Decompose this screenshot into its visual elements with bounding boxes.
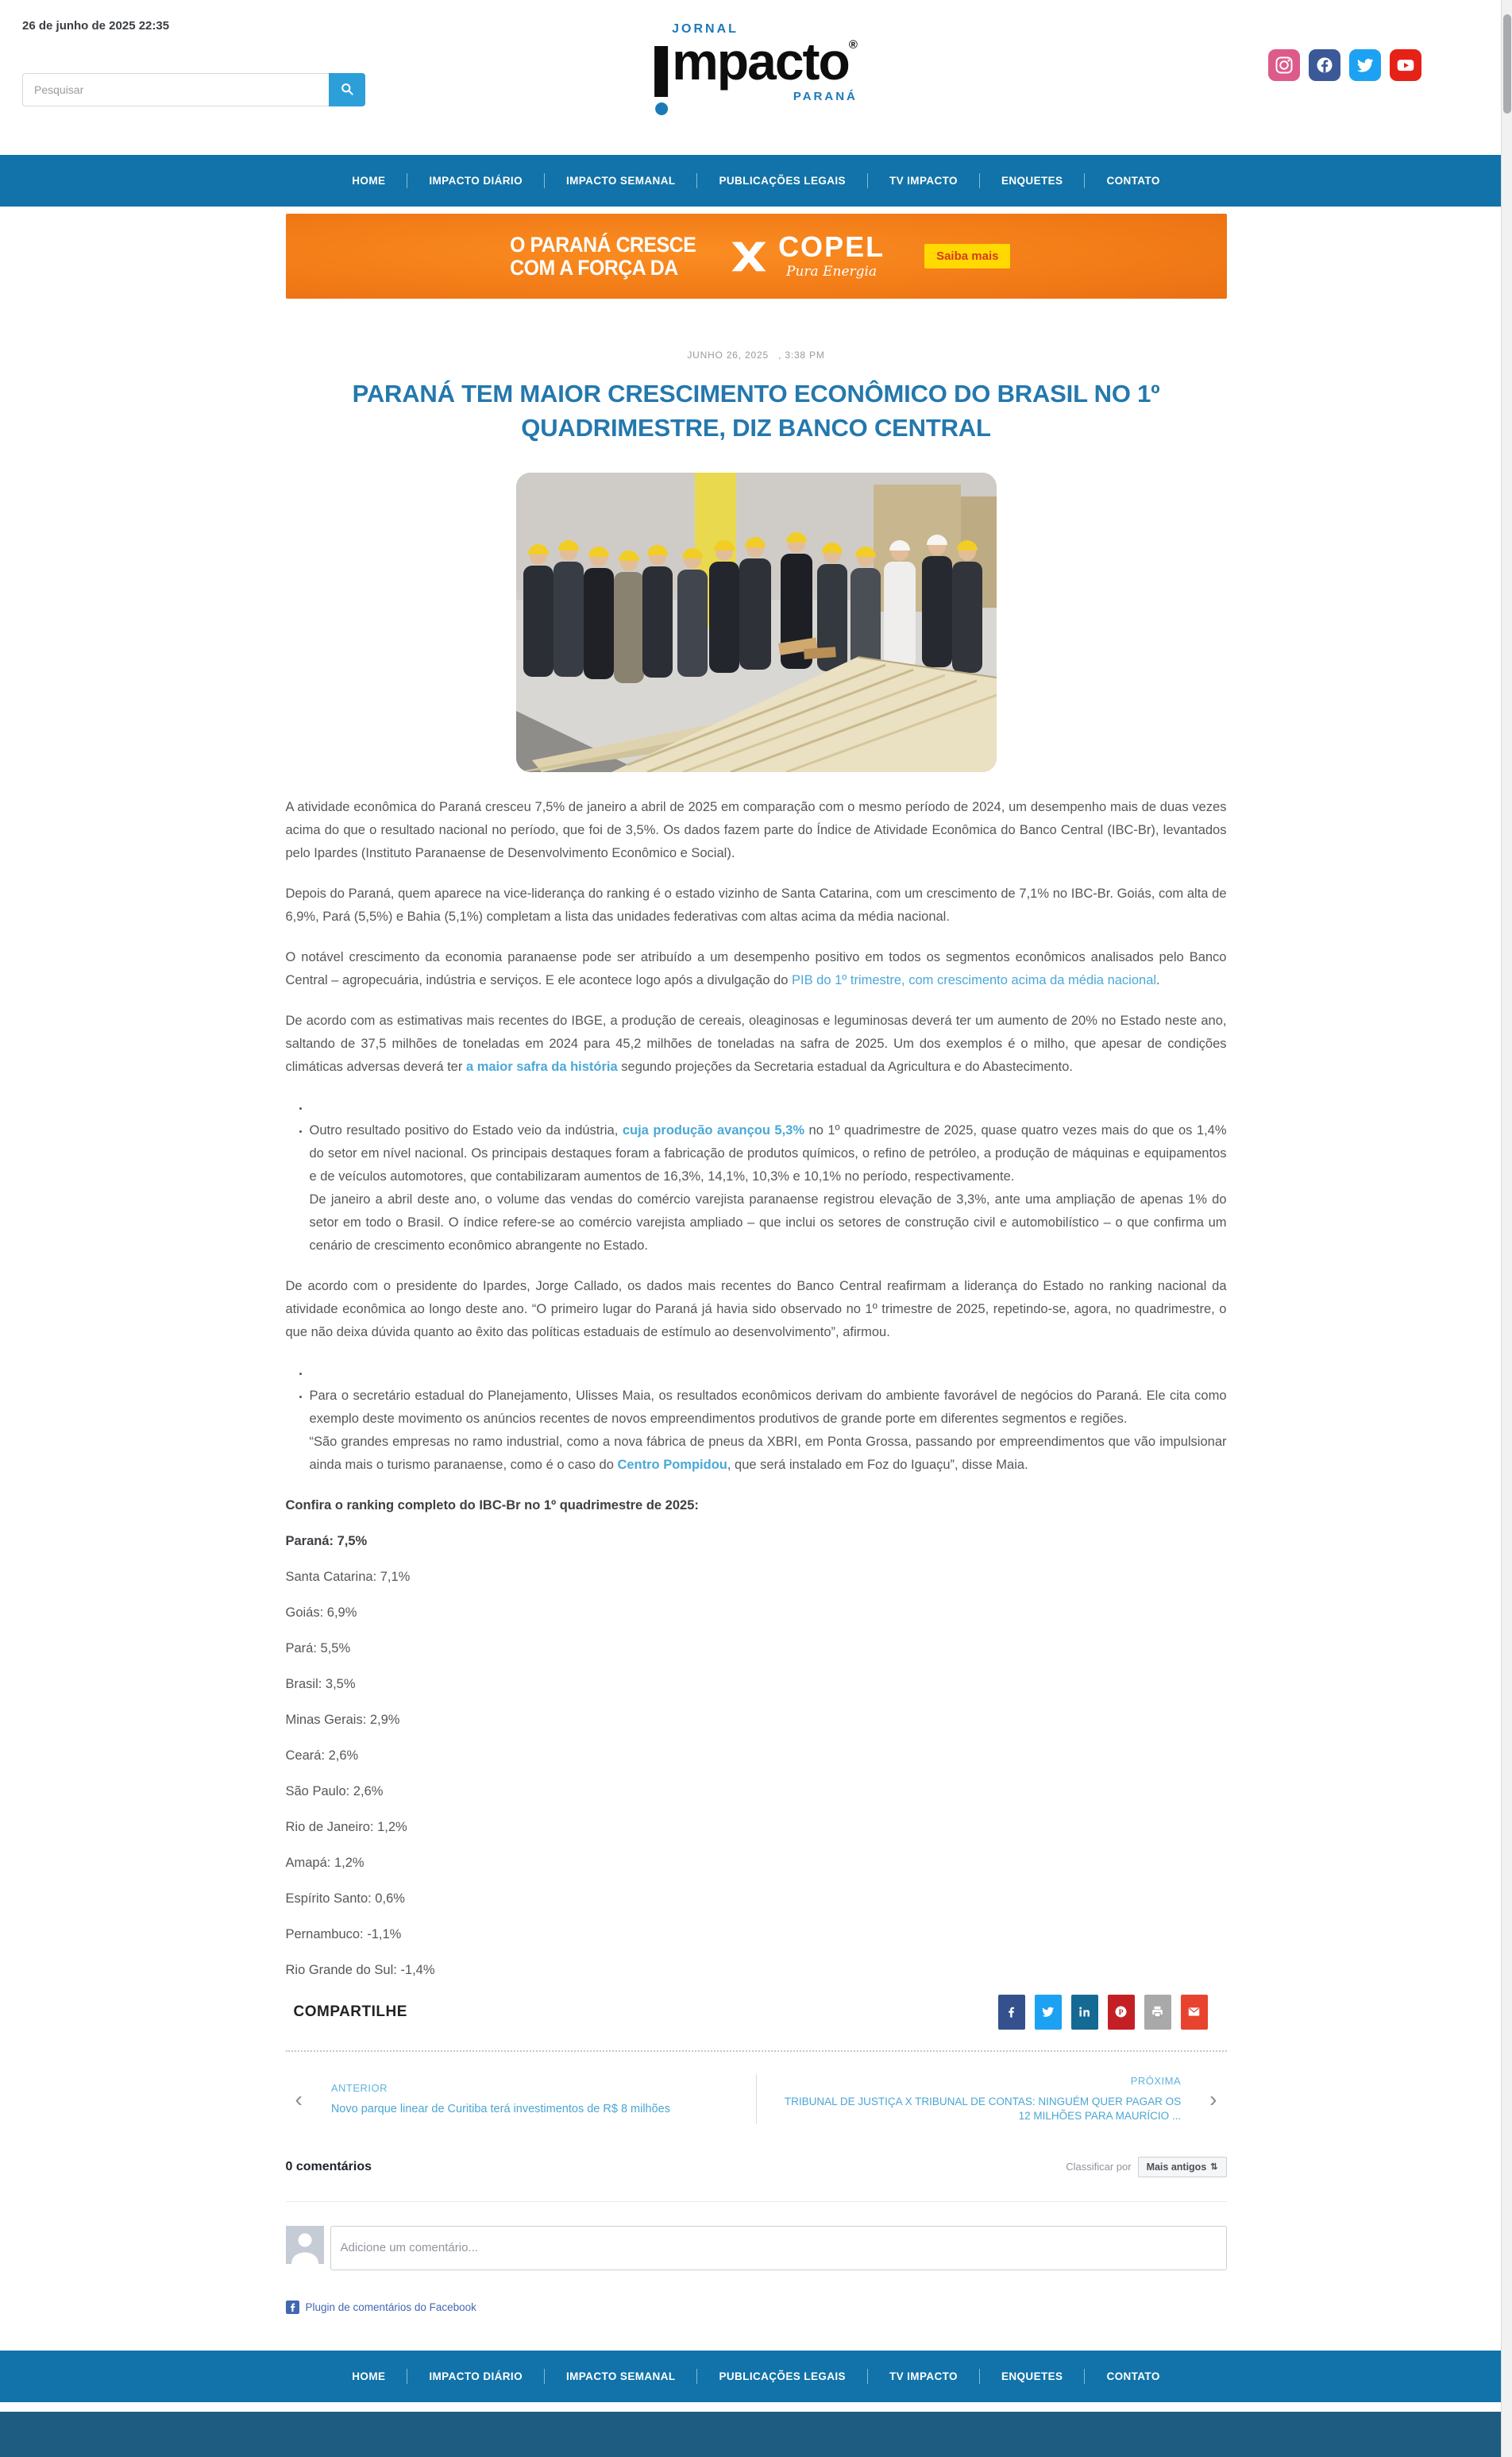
article-list [286,1096,1227,1257]
facebook-icon[interactable] [1309,49,1340,81]
nav-item-impacto-semanal[interactable]: IMPACTO SEMANAL [565,175,676,187]
nav-item-impacto-diario[interactable]: IMPACTO DIÁRIO [429,175,523,187]
sort-by-label: Classificar por [1066,2161,1132,2173]
article-text: Depois do Paraná, quem aparece na vice-liderança do ranking é o estado vizinho de Santa Catarina, com um crescimento de 7,1% no IBC-Br. Goiás, com alta de 6,9%, Pará (5,5%) e Bahia (5,1%) completam a lista das unidades federativas com altas acima da média nacional. [285,886,1227,924]
copel-tagline: Pura Energia [786,264,878,280]
article-body [286,796,1227,1477]
ranking-list [286,1530,1227,1982]
nav-item-home[interactable]: HOME [352,175,386,187]
article-text: , que será instalado em Foz do Iguaçu”, disse Maia. [727,1457,1028,1472]
article-list [286,1362,1227,1477]
article-text: segundo projeções da Secretaria estadual da Agricultura e do Abastecimento. [617,1059,1073,1074]
share-section [286,1995,1227,2030]
comments-count: 0 comentários [285,2159,372,2173]
logo-name: mpacto [672,32,849,91]
post-navigation [286,2063,1227,2136]
avatar [286,2226,324,2264]
article-list-item [310,1096,1227,1119]
nav-item-enquetes[interactable]: ENQUETES [1001,175,1063,187]
share-facebook-button[interactable] [998,1995,1025,2030]
comment-input[interactable] [330,2226,1227,2270]
share-label: COMPARTILHE [293,2003,407,2020]
svg-text:P: P [1118,2009,1124,2018]
ranking-item: Paraná: 7,5% [285,1533,368,1548]
nav-item-contato[interactable]: CONTATO [1106,2370,1160,2382]
article [286,350,1227,2314]
next-post[interactable] [757,2067,1201,2131]
copel-ad-banner[interactable] [286,214,1227,299]
social-links [1268,49,1421,81]
sort-arrows-icon: ⇅ [1210,2162,1218,2173]
prev-label: ANTERIOR [330,2082,388,2095]
comments-divider [286,2201,1227,2202]
article-list-item [310,1385,1227,1477]
article-text: De acordo com as estimativas mais recentes do IBGE, a produção de cereais, oleaginosas e leguminosas deverá ter um aumento de 20% no Estado neste ano, saltando de 37,5 milhões de toneladas em 2024 para 45,2 milhões de toneladas na safra de 2025. Um dos exemplos é o milho, que apesar de condições climáticas adversas deverá ter [285,1013,1227,1074]
logo-i-glyph [654,46,668,115]
article-paragraph [286,1275,1227,1344]
nav-item-publicacoes-legais[interactable]: PUBLICAÇÕES LEGAIS [719,175,846,187]
article-inline-link[interactable]: a maior safra da história [465,1059,618,1074]
search-bar [22,73,365,106]
share-twitter-button[interactable] [1035,1995,1062,2030]
article-text: Para o secretário estadual do Planejamento, Ulisses Maia, os resultados econômicos derivam do ambiente favorável de negócios do Paraná. Ele cita como exemplo deste movimento os anúncios recentes de novos empreendimentos produtivos de grande porte em diferentes segmentos e regiões. [309,1388,1227,1426]
main-navigation [0,155,1512,207]
ranking-item: São Paulo: 2,6% [285,1783,384,1798]
site-logo[interactable] [654,22,858,115]
article-meta [286,350,1227,361]
ranking-item: Santa Catarina: 7,1% [285,1569,411,1584]
nav-item-tv-impacto[interactable]: TV IMPACTO [889,2370,958,2382]
article-text: De acordo com o presidente do Ipardes, Jorge Callado, os dados mais recentes do Banco Central reafirmam a liderança do Estado no ranking nacional da atividade econômica ao longo deste ano. “O primeiro lugar do Paraná já havia sido observado no 1º trimestre de 2025, repetindo-se, agora, no quadrimestre, o que não deixa dúvida quanto ao êxito das políticas estaduais de estímulo ao desenvolvimento”, afirmou. [285,1278,1227,1339]
article-text: Outro resultado positivo do Estado veio da indústria, [309,1122,623,1138]
article-list-item [310,1119,1227,1257]
article-text: A atividade econômica do Paraná cresceu 7,5% de janeiro a abril de 2025 em comparação com o mesmo período de 2024, um desempenho mais de duas vezes acima do que o resultado nacional no período, que foi de 3,5%. Os dados fazem parte do Índice de Atividade Econômica do Banco Central (IBC-Br), levantados pelo Ipardes (Instituto Paranaense de Desenvolvimento Econômico e Social). [285,799,1227,860]
footer-nav-menu [330,2369,1181,2384]
article-date: JUNHO 26, 2025 [687,350,769,361]
nav-item-impacto-semanal[interactable]: IMPACTO SEMANAL [565,2370,676,2382]
article-text: no 1º quadrimestre de 2025, quase quatro vezes mais do que os 1,4% do setor em nível nacional. Os principais destaques foram a fabricação de produtos químicos, o refino de petróleo, a produção de máquinas e equipamentos e de veículos automotores, que contabilizaram aumentos de 16,3%, 14,1%, 10,3% e 10,1% no período, respectivamente. [309,1122,1227,1184]
ranking-item: Pernambuco: -1,1% [285,1926,402,1941]
site-footer [0,2351,1512,2457]
next-label: PRÓXIMA [1130,2075,1182,2088]
article-text: . [1156,972,1160,987]
logo-region: PARANÁ [793,89,858,103]
prev-post[interactable] [312,2074,757,2124]
logo-i-dot [655,102,668,115]
copel-logo [731,230,885,280]
nav-item-tv-impacto[interactable]: TV IMPACTO [889,175,958,187]
ranking-item: Pará: 5,5% [285,1640,351,1655]
dotted-divider [286,2050,1227,2052]
ranking-item: Rio Grande do Sul: -1,4% [285,1962,435,1977]
ranking-section [286,1494,1227,1982]
share-pinterest-button[interactable] [1108,1995,1135,2030]
ranking-item: Espírito Santo: 0,6% [285,1891,405,1906]
banner-headline: O PARANÁ CRESCE COM A FORÇA DA [509,233,696,280]
article-paragraph [286,946,1227,992]
next-chevron-icon[interactable]: › [1209,2086,1217,2111]
logo-kicker: JORNAL [672,22,739,36]
nav-item-enquetes[interactable]: ENQUETES [1001,2370,1063,2382]
footer-gap [0,2402,1512,2412]
sort-dropdown[interactable]: Mais antigos ⇅ [1138,2157,1227,2177]
facebook-icon [286,2301,299,2314]
nav-item-home[interactable]: HOME [352,2370,386,2382]
share-buttons [998,1995,1208,2030]
ranking-item: Amapá: 1,2% [285,1855,364,1870]
article-image-illustration [516,473,997,772]
article-text: De janeiro a abril deste ano, o volume das vendas do comércio varejista paranaense registrou elevação de 3,3%, ante uma ampliação de apenas 1% do setor em todo o Brasil. O índice refere-se ao comércio varejista ampliado – que inclui os setores de construção civil e automobilístico – o que confirma um cenário de crescimento econômico abrangente no Estado. [309,1192,1227,1253]
logo-i-bar [654,46,668,97]
ranking-item: Minas Gerais: 2,9% [285,1712,400,1727]
scrollbar-thumb[interactable] [1503,14,1511,114]
site-header [0,0,1512,155]
twitter-icon[interactable] [1349,49,1381,81]
scrollbar[interactable] [1501,0,1512,2457]
facebook-plugin-row [286,2301,1227,2314]
copel-brand-name: COPEL [778,230,885,263]
ranking-heading: Confira o ranking completo do IBC-Br no 1º quadrimestre de 2025: [285,1497,699,1512]
article-inline-link[interactable]: cuja produção avançou 5,3% [622,1122,805,1138]
ranking-item: Brasil: 3,5% [285,1676,356,1691]
article-time: , 3:38 PM [778,350,825,361]
copel-symbol-icon [731,240,767,273]
article-list-item [310,1362,1227,1385]
nav-menu [330,173,1181,188]
footer-bottom-strip [0,2412,1512,2457]
nav-item-impacto-diario[interactable]: IMPACTO DIÁRIO [429,2370,523,2382]
article-image [516,473,997,772]
ranking-item: Goiás: 6,9% [285,1605,357,1620]
share-print-button[interactable] [1144,1995,1171,2030]
article-paragraph [286,796,1227,865]
article-title: PARANÁ TEM MAIOR CRESCIMENTO ECONÔMICO DO BRASIL NO 1º QUADRIMESTRE, DIZ BANCO CENTRAL [352,380,1160,442]
ranking-item: Rio de Janeiro: 1,2% [285,1819,407,1834]
logo-registered-mark: ® [848,38,858,52]
article-paragraph [286,1010,1227,1079]
next-post-link[interactable]: TRIBUNAL DE JUSTIÇA X TRIBUNAL DE CONTAS: NINGUÉM QUER PAGAR OS 12 MILHÕES PARA MAURÍCIO ... [784,2096,1182,2123]
instagram-icon[interactable] [1268,49,1300,81]
nav-item-publicacoes-legais[interactable]: PUBLICAÇÕES LEGAIS [719,2370,846,2382]
ranking-item: Ceará: 2,6% [285,1748,359,1763]
prev-post-link[interactable]: Novo parque linear de Curitiba terá investimentos de R$ 8 milhões [330,2103,670,2116]
article-text: “São grandes empresas no ramo industrial, como a nova fábrica de pneus da XBRI, em Ponta Grossa, passando por empreendimentos que vão impulsionar ainda mais o turismo paranaense, como é o caso do [309,1434,1227,1472]
article-inline-link[interactable]: Centro Pompidou [617,1457,727,1472]
footer-navigation [0,2351,1512,2402]
article-paragraph [286,883,1227,929]
comment-composer [286,2226,1227,2270]
nav-item-contato[interactable]: CONTATO [1106,175,1160,187]
share-email-button[interactable] [1181,1995,1208,2030]
share-linkedin-button[interactable] [1071,1995,1098,2030]
banner-cta-button[interactable]: Saiba mais [924,244,1010,268]
search-input[interactable] [22,73,329,106]
search-button[interactable] [329,73,365,106]
current-datetime: 26 de junho de 2025 22:35 [22,19,170,33]
comments-header [286,2157,1227,2177]
youtube-icon[interactable] [1390,49,1421,81]
article-inline-link[interactable]: PIB do 1º trimestre, com crescimento acima da média nacional [791,972,1157,987]
facebook-plugin-link[interactable]: Plugin de comentários do Facebook [305,2301,476,2313]
prev-chevron-icon[interactable]: ‹ [295,2086,303,2111]
search-icon [339,81,355,99]
article-text: O notável crescimento da economia paranaense pode ser atribuído a um desempenho positivo em todos os segmentos econômicos analisados pelo Banco Central – agropecuária, indústria e serviços. E ele acontece logo após a divulgação do [285,949,1227,987]
